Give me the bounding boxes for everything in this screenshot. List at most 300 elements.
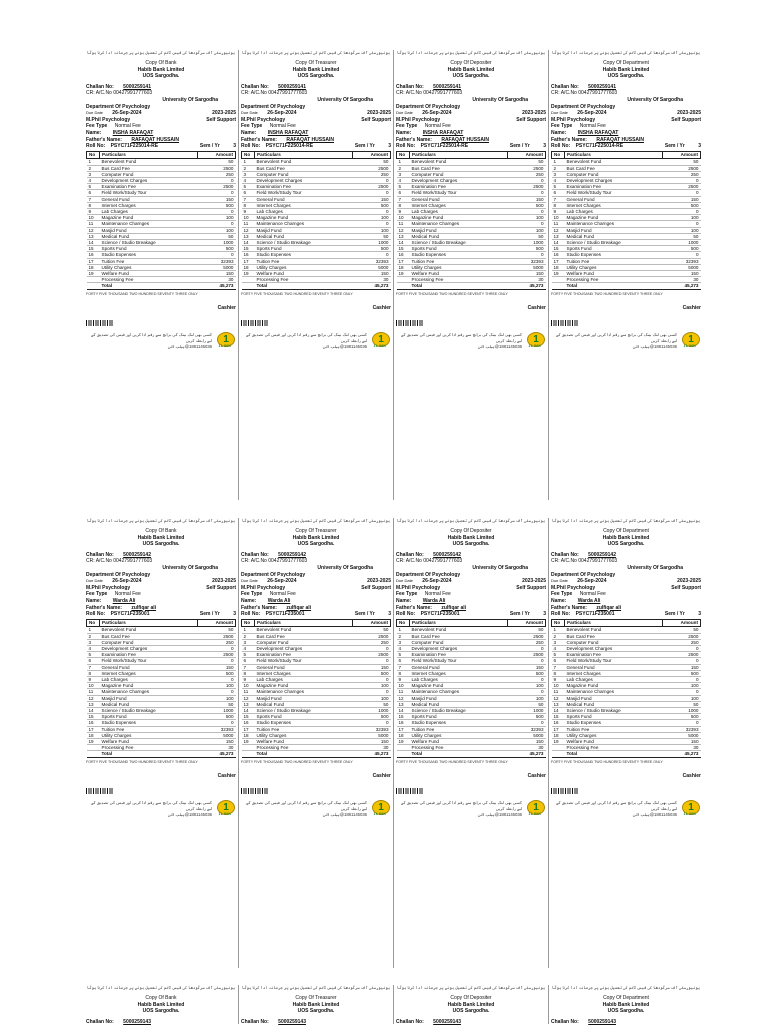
urdu-notice: یونیورسٹی آف سرگودھا کی فیس ٹائم کی تعمیل ہونے پر جرمانہ ادا کرنا ہوگا — [396, 50, 546, 55]
fee-particular: Development Charges — [565, 645, 663, 651]
fee-amount: 150 — [508, 664, 546, 670]
sem-label: Sem / Yr — [664, 143, 685, 150]
fee-amount: 0 — [198, 689, 236, 695]
fee-no: 16 — [87, 720, 100, 726]
fee-no: 6 — [242, 658, 255, 664]
fee-particular: Bus Card Fee — [100, 165, 198, 171]
program: M.Phil Psychology — [86, 584, 131, 591]
col-particulars: Particulars — [100, 151, 198, 159]
fee-amount: 1000 — [508, 239, 546, 245]
total-label: Total — [100, 283, 198, 289]
fee-no: 13 — [242, 701, 255, 707]
roll-label: Roll No: — [396, 143, 416, 150]
fee-no: 6 — [552, 190, 565, 196]
fee-particular: Bus Card Fee — [255, 165, 353, 171]
fee-amount: 500 — [198, 246, 236, 252]
name-label: Name: — [396, 129, 412, 136]
fee-no: 13 — [87, 701, 100, 707]
account-number: CR: A/C.No 00427991777603 — [396, 558, 463, 565]
fee-no: 12 — [397, 695, 410, 701]
fee-particular: Lab Charges — [255, 208, 353, 214]
fee-amount: 500 — [353, 670, 391, 676]
fee-particular: Utility Charges — [565, 732, 663, 738]
total-amount: 45,273 — [198, 751, 236, 757]
fee-no: 14 — [552, 239, 565, 245]
sem-label: Sem / Yr — [509, 611, 530, 618]
fee-no: 13 — [552, 701, 565, 707]
footer-urdu: کسی بھی لنک بینک کی برانچ سے رقم ادا کریں اور فیس کی تصدیق کے لیے رابطہ کریں — [401, 331, 522, 343]
fee-particular: Field Work/Study Tour — [410, 190, 508, 196]
fee-amount: 150 — [663, 196, 701, 202]
fee-particular: Masjid Fund — [410, 695, 508, 701]
program: M.Phil Psychology — [551, 116, 596, 123]
fee-amount: 500 — [198, 202, 236, 208]
fee-type: Normal Fee — [424, 591, 451, 598]
account-number: CR: A/C.No 00427991777603 — [86, 558, 153, 565]
fee-no: 19 — [552, 270, 565, 276]
challan-line — [241, 84, 391, 91]
roll-number: PSYC71F225014-RE — [420, 143, 469, 150]
fee-amount: 50 — [198, 701, 236, 707]
fee-particular: Sports Fund — [100, 714, 198, 720]
challan-line — [241, 552, 391, 559]
fee-no: 6 — [552, 658, 565, 664]
fee-amount: 500 — [663, 202, 701, 208]
fee-amount: 50 — [508, 701, 546, 707]
fee-particular: Internet Charges — [255, 670, 353, 676]
fee-type: Normal Fee — [424, 123, 451, 130]
fee-particular: Sports Fund — [100, 246, 198, 252]
bank-branch: UOS Sargodha. — [607, 73, 645, 80]
fee-no: 6 — [87, 658, 100, 664]
program: M.Phil Psychology — [551, 584, 596, 591]
due-date: 26-Sep-2024 — [422, 110, 452, 117]
fee-amount: 2500 — [508, 165, 546, 171]
challan-slip — [551, 985, 701, 1025]
footer-urdu: کسی بھی لنک بینک کی برانچ سے رقم ادا کریں اور فیس کی تصدیق کے لیے رابطہ کریں — [246, 799, 367, 811]
fee-amount: 2500 — [663, 652, 701, 658]
fee-no: 17 — [397, 726, 410, 732]
fee-amount: 50 — [508, 233, 546, 239]
challan-number: 5000259141 — [433, 83, 461, 90]
fee-amount: 150 — [663, 664, 701, 670]
fee-no: 13 — [397, 233, 410, 239]
sem-value: 3 — [543, 611, 546, 618]
fee-amount: 100 — [508, 683, 546, 689]
col-particulars: Particulars — [255, 619, 353, 627]
fee-no: 3 — [397, 171, 410, 177]
fee-amount: 2500 — [198, 652, 236, 658]
fee-particular: Medical Fund — [410, 233, 508, 239]
fee-particular: Bus Card Fee — [565, 633, 663, 639]
fee-no: 3 — [242, 639, 255, 645]
due-date-label: Due Date — [86, 578, 103, 584]
col-amount: Amount — [508, 619, 546, 627]
barcode — [241, 320, 269, 326]
account-number: CR: A/C.No 00427991777603 — [241, 90, 308, 97]
fee-amount: 250 — [663, 639, 701, 645]
fee-no: 8 — [397, 202, 410, 208]
fee-no: 10 — [87, 683, 100, 689]
fee-amount: 150 — [353, 738, 391, 744]
fee-particular: Maintenance Charnges — [410, 689, 508, 695]
fee-particular: Studio Expenses — [565, 720, 663, 726]
urdu-notice: یونیورسٹی آف سرگودھا کی فیس ٹائم کی تعمیل ہونے پر جرمانہ ادا کرنا ہوگا — [551, 50, 701, 55]
fee-amount: 500 — [198, 714, 236, 720]
session: 2023-2025 — [367, 578, 391, 585]
fee-particular: Utility Charges — [255, 732, 353, 738]
urdu-notice: یونیورسٹی آف سرگودھا کی فیس ٹائم کی تعمیل ہونے پر جرمانہ ادا کرنا ہوگا — [86, 50, 236, 55]
fee-particular: Development Charges — [565, 177, 663, 183]
challan-number: 5000259143 — [123, 1018, 151, 1025]
fee-particular: Examination Fee — [100, 652, 198, 658]
urdu-notice: یونیورسٹی آف سرگودھا کی فیس ٹائم کی تعمیل ہونے پر جرمانہ ادا کرنا ہوگا — [396, 518, 546, 523]
total-amount: 45,273 — [508, 283, 546, 289]
challan-number: 5000259143 — [433, 1018, 461, 1025]
fee-no: 7 — [397, 664, 410, 670]
col-particulars: Particulars — [565, 619, 663, 627]
fee-no: 6 — [87, 190, 100, 196]
fee-particular: Utility Charges — [255, 264, 353, 270]
fee-no: 7 — [552, 196, 565, 202]
fee-no: 15 — [242, 714, 255, 720]
slip-divider — [238, 50, 239, 500]
bank-branch: UOS Sargodha. — [452, 73, 490, 80]
challan-line — [396, 1019, 546, 1025]
roll-label: Roll No: — [86, 611, 106, 618]
fee-amount: 0 — [508, 208, 546, 214]
bank-branch: UOS Sargodha. — [297, 1008, 335, 1015]
col-no: No — [242, 151, 255, 159]
fee-no: 11 — [242, 689, 255, 695]
program: M.Phil Psychology — [396, 584, 441, 591]
fee-particular: Welfare Fund — [255, 270, 353, 276]
fee-no: 16 — [552, 252, 565, 258]
copy-label: Copy Of Department — [603, 995, 649, 1001]
fee-amount: 1000 — [663, 239, 701, 245]
fee-particular: Maintenance Charnges — [100, 689, 198, 695]
barcode — [551, 788, 579, 794]
roll-number: PSYC71F235001 — [420, 611, 460, 618]
fee-amount: 100 — [663, 227, 701, 233]
col-amount: Amount — [353, 151, 391, 159]
father-name: zulfiqar ali — [441, 604, 467, 611]
fee-amount: 2500 — [353, 184, 391, 190]
fee-particular: Examination Fee — [255, 184, 353, 190]
fee-no: 7 — [552, 664, 565, 670]
fee-amount: 1000 — [663, 707, 701, 713]
fee-no: 14 — [242, 707, 255, 713]
fee-no: 19 — [397, 270, 410, 276]
fee-no: 1 — [552, 627, 565, 633]
total-amount: 45,273 — [663, 283, 701, 289]
fee-no: 7 — [242, 196, 255, 202]
fee-no: 18 — [552, 732, 565, 738]
fee-particular: Masjid Fund — [255, 227, 353, 233]
fee-amount: 5000 — [508, 732, 546, 738]
fee-amount: 1000 — [353, 707, 391, 713]
fee-amount: 50 — [198, 233, 236, 239]
fee-particular: Sports Fund — [255, 714, 353, 720]
student-name: INSHA RAFAQAT — [112, 129, 154, 136]
roll-label: Roll No: — [396, 611, 416, 618]
barcode — [396, 788, 424, 794]
father-name: zulfiqar ali — [596, 604, 622, 611]
fee-no: 2 — [87, 165, 100, 171]
fee-amount: 150 — [198, 270, 236, 276]
fee-particular: Field Work/Study Tour — [100, 658, 198, 664]
father-label: Father's Name: — [551, 604, 587, 611]
fee-amount: 0 — [198, 252, 236, 258]
fee-particular: Studio Expenses — [410, 252, 508, 258]
fee-no: 9 — [242, 676, 255, 682]
fee-amount: 150 — [663, 738, 701, 744]
fee-no: 12 — [87, 227, 100, 233]
challan-slip — [241, 985, 391, 1025]
fee-no: 12 — [552, 227, 565, 233]
barcode — [551, 320, 579, 326]
fee-amount: 32393 — [508, 258, 546, 264]
fee-particular: Medical Fund — [255, 233, 353, 239]
fee-particular: Field Work/Study Tour — [410, 658, 508, 664]
account-number: CR: A/C.No 00427991777603 — [241, 558, 308, 565]
fee-amount: 0 — [353, 676, 391, 682]
copy-label: Copy Of Treasurer — [295, 60, 337, 66]
fee-type: Normal Fee — [114, 123, 141, 130]
onelink-logo: 1 1LINK — [524, 332, 546, 350]
col-no: No — [242, 619, 255, 627]
fee-no: 9 — [397, 676, 410, 682]
fee-particular: Tuition Fee — [410, 726, 508, 732]
fee-particular: Computer Fund — [410, 171, 508, 177]
fee-no: 16 — [242, 720, 255, 726]
fee-amount: 0 — [198, 676, 236, 682]
fee-particular: Lab Charges — [100, 676, 198, 682]
barcode — [241, 788, 269, 794]
university-name: University Of Sargodha — [317, 564, 373, 571]
fee-no: 10 — [242, 215, 255, 221]
fee-no: 4 — [242, 645, 255, 651]
urdu-notice: یونیورسٹی آف سرگودھا کی فیس ٹائم کی تعمیل ہونے پر جرمانہ ادا کرنا ہوگا — [396, 985, 546, 990]
challan-label: Challan No: — [86, 551, 114, 558]
urdu-notice: یونیورسٹی آف سرگودھا کی فیس ٹائم کی تعمیل ہونے پر جرمانہ ادا کرنا ہوگا — [551, 518, 701, 523]
fee-particular: Tuition Fee — [255, 258, 353, 264]
bank-name: Habib Bank Limited — [292, 1001, 340, 1008]
fee-no: 17 — [87, 258, 100, 264]
fee-no: 15 — [552, 246, 565, 252]
due-date: 26-Sep-2024 — [577, 110, 607, 117]
bank-branch: UOS Sargodha. — [142, 73, 180, 80]
total-amount: 45,273 — [508, 751, 546, 757]
fee-particular: Benevolent Fund — [565, 159, 663, 165]
fee-amount: 250 — [198, 171, 236, 177]
session: 2023-2025 — [677, 578, 701, 585]
fee-amount: 250 — [198, 639, 236, 645]
fee-particular: Development Charges — [410, 645, 508, 651]
fee-particular: Masjid Fund — [100, 695, 198, 701]
fee-no: 11 — [552, 689, 565, 695]
sem-value: 3 — [698, 143, 701, 150]
challan-number: 5000259141 — [278, 83, 306, 90]
sem-value: 3 — [698, 611, 701, 618]
fee-amount: 150 — [353, 270, 391, 276]
fee-no: 3 — [552, 639, 565, 645]
fee-particular: Field Work/Study Tour — [565, 658, 663, 664]
fee-type: Normal Fee — [269, 591, 296, 598]
bank-branch: UOS Sargodha. — [297, 541, 335, 548]
col-particulars: Particulars — [410, 619, 508, 627]
challan-number: 5000259142 — [123, 551, 151, 558]
fee-particular: Science / Studio Breakage — [100, 707, 198, 713]
fee-amount: 100 — [508, 215, 546, 221]
amount-in-words: FORTY FIVE THOUSAND TWO HUNDRED SEVENTY THREE ONLY — [241, 759, 353, 764]
fee-particular: Benevolent Fund — [410, 159, 508, 165]
father-label: Father's Name: — [396, 604, 432, 611]
fee-no: 4 — [552, 177, 565, 183]
university-name: University Of Sargodha — [317, 96, 373, 103]
fee-amount: 1000 — [353, 239, 391, 245]
fee-amount: 2500 — [198, 165, 236, 171]
fee-table — [551, 619, 701, 758]
fee-no: 10 — [397, 683, 410, 689]
fee-no: 4 — [397, 177, 410, 183]
fee-amount: 0 — [353, 689, 391, 695]
copy-label: Copy Of Depositer — [450, 60, 492, 66]
fee-particular: General Fund — [565, 664, 663, 670]
col-no: No — [87, 151, 100, 159]
col-particulars: Particulars — [565, 151, 663, 159]
fee-particular: Medical Fund — [565, 701, 663, 707]
challan-line — [86, 552, 236, 559]
fee-particular: Examination Fee — [255, 652, 353, 658]
fee-no: 9 — [397, 208, 410, 214]
fee-no: 14 — [397, 239, 410, 245]
fee-amount: 0 — [663, 221, 701, 227]
challan-label: Challan No: — [396, 551, 424, 558]
fee-no: 12 — [397, 227, 410, 233]
fee-amount: 150 — [353, 664, 391, 670]
bank-branch: UOS Sargodha. — [297, 73, 335, 80]
fee-amount: 0 — [198, 190, 236, 196]
due-date: 26-Sep-2024 — [267, 110, 297, 117]
fee-no: 18 — [552, 264, 565, 270]
fee-no: 7 — [87, 196, 100, 202]
challan-slip — [551, 518, 701, 818]
fee-no: 12 — [87, 695, 100, 701]
fee-no: 4 — [552, 645, 565, 651]
fee-no: 12 — [242, 695, 255, 701]
fee-no: 15 — [242, 246, 255, 252]
fee-amount: 150 — [508, 738, 546, 744]
fee-amount: 0 — [353, 720, 391, 726]
fee-no: 5 — [87, 652, 100, 658]
fee-no: 11 — [552, 221, 565, 227]
col-no: No — [397, 151, 410, 159]
processing-fee-label: Processing Fee — [255, 745, 353, 751]
fee-amount: 150 — [198, 196, 236, 202]
due-date-label: Due Date — [551, 578, 568, 584]
total-amount: 45,273 — [353, 283, 391, 289]
fee-no: 14 — [397, 707, 410, 713]
fee-no: 18 — [397, 264, 410, 270]
session: 2023-2025 — [522, 110, 546, 117]
fee-type-label: Fee Type — [551, 591, 573, 598]
bank-name: Habib Bank Limited — [137, 66, 185, 73]
fee-no: 14 — [87, 239, 100, 245]
fee-particular: Computer Fund — [410, 639, 508, 645]
challan-number: 5000259141 — [123, 83, 151, 90]
session: 2023-2025 — [212, 110, 236, 117]
total-label: Total — [410, 751, 508, 757]
fee-amount: 0 — [508, 689, 546, 695]
fee-type-label: Fee Type — [241, 591, 263, 598]
fee-amount: 0 — [508, 676, 546, 682]
fee-amount: 100 — [353, 683, 391, 689]
cashier-label: Cashier — [217, 773, 236, 780]
onelink-logo: 1 1LINK — [679, 800, 701, 818]
due-date: 26-Sep-2024 — [267, 578, 297, 585]
challan-slip — [396, 518, 546, 818]
copy-label: Copy Of Depositer — [450, 528, 492, 534]
total-amount: 45,273 — [663, 751, 701, 757]
fee-particular: Sports Fund — [565, 246, 663, 252]
barcode — [86, 788, 114, 794]
fee-particular: Examination Fee — [565, 184, 663, 190]
logo-text: 1LINK — [218, 812, 232, 817]
cashier-label: Cashier — [527, 773, 546, 780]
self-support: Self Support — [361, 116, 391, 123]
fee-particular: Magazine Fund — [100, 215, 198, 221]
fee-amount: 100 — [198, 227, 236, 233]
processing-fee-amount: 30 — [198, 745, 236, 751]
fee-type-label: Fee Type — [86, 123, 108, 130]
processing-fee-label: Processing Fee — [410, 277, 508, 283]
sem-value: 3 — [388, 611, 391, 618]
total-amount: 45,273 — [353, 751, 391, 757]
fee-type: Normal Fee — [114, 591, 141, 598]
roll-label: Roll No: — [551, 611, 571, 618]
logo-text: 1LINK — [373, 344, 387, 349]
fee-particular: Medical Fund — [100, 701, 198, 707]
due-date: 26-Sep-2024 — [422, 578, 452, 585]
total-label: Total — [255, 751, 353, 757]
processing-fee-amount: 30 — [663, 745, 701, 751]
fee-amount: 50 — [663, 701, 701, 707]
copy-label: Copy Of Bank — [145, 995, 177, 1001]
fee-amount: 500 — [663, 714, 701, 720]
fee-particular: Benevolent Fund — [100, 159, 198, 165]
fee-amount: 32393 — [353, 726, 391, 732]
logo-text: 1LINK — [528, 344, 542, 349]
university-name: University Of Sargodha — [162, 96, 218, 103]
onelink-logo: 1 1LINK — [679, 332, 701, 350]
col-amount: Amount — [353, 619, 391, 627]
fee-particular: Welfare Fund — [100, 738, 198, 744]
sem-label: Sem / Yr — [199, 611, 220, 618]
fee-particular: Sports Fund — [565, 714, 663, 720]
fee-no: 17 — [87, 726, 100, 732]
bank-name: Habib Bank Limited — [137, 534, 185, 541]
fee-particular: Science / Studio Breakage — [255, 239, 353, 245]
fee-amount: 2500 — [353, 652, 391, 658]
fee-no: 14 — [552, 707, 565, 713]
fee-no: 5 — [242, 184, 255, 190]
fee-particular: Studio Expenses — [100, 252, 198, 258]
due-date: 26-Sep-2024 — [112, 110, 142, 117]
footer-helpline: 1881145036@ہیلپ لائن — [167, 343, 212, 349]
fee-amount: 2500 — [663, 165, 701, 171]
roll-number: PSYC71F235001 — [575, 611, 615, 618]
